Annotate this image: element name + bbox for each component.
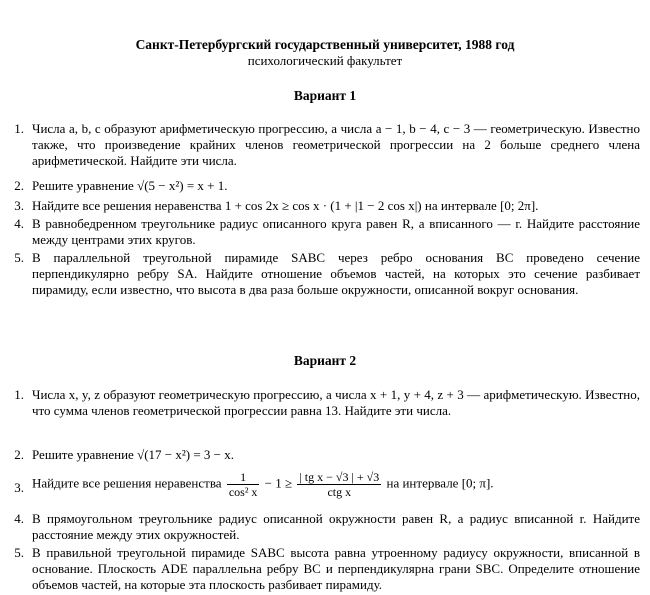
problem-text: Решите уравнение √(17 − x²) = 3 − x. — [32, 447, 235, 462]
problem-number: 5. — [14, 250, 24, 265]
variant2-heading: Вариант 2 — [293, 353, 357, 368]
variant1-heading: Вариант 1 — [293, 88, 357, 103]
problem-suffix: на интервале [0; π]. — [386, 475, 494, 491]
problem-number: 4. — [14, 511, 24, 526]
fraction-right: $\frac{\text{| tg x − √3 | + √3}}{\text{ctg x}}$ — [299, 470, 380, 499]
problem-number: 5. — [14, 545, 24, 560]
fraction-left: $\frac{1}{\text{cos² x}}$ — [228, 470, 258, 499]
problem-number: 2. — [14, 178, 24, 193]
inequality-middle: − 1 ≥ — [264, 475, 293, 491]
problem-text: В правильной треугольной пирамиде SABC высота равна утроенному радиусу окружности, вписанной в основание. Плоскость ADE параллельна ребру BC и перпендикулярна грани SBC. Определите отношение объемов частей, на которые эта плоскость разбивает пирамиду. — [32, 545, 640, 592]
problem-prefix: Найдите все решения неравенства — [32, 475, 222, 491]
problem-number: 4. — [14, 216, 24, 231]
page-subtitle: психологический факультет — [247, 53, 403, 68]
problem-text: Решите уравнение √(5 − x²) = x + 1. — [32, 178, 228, 193]
problem-text: Найдите все решения неравенства 1 + cos 2x ≥ cos x · (1 + |1 − 2 cos x|) на интервале [0; 2π]. — [32, 198, 539, 213]
problem-number: 3. — [14, 480, 24, 495]
page-title: Санкт-Петербургский государственный университет, 1988 год — [135, 37, 515, 52]
problem-text: В параллельной треугольной пирамиде SABC через ребро основания BC проведено сечение перпендикулярно ребру SA. Найдите отношение объемов частей, на которых это сечение разбивает пирамиду, если известно, что высота в два раза больше окружности, описанной вокруг основания. — [32, 250, 640, 297]
problem-text: Числа a, b, c образуют арифметическую прогрессию, а числа a − 1, b − 4, c − 3 — геометрическую. Известно также, что произведение крайних членов геометрической прогрессии на 2 больше среднего члена арифметической. Найдите эти числа. — [32, 121, 640, 168]
problem-number: 1. — [14, 121, 24, 136]
problem-number: 2. — [14, 447, 24, 462]
problem-text — [32, 470, 640, 499]
problem-text: В равнобедренном треугольнике радиус описанного круга равен R, а вписанного — r. Найдите расстояние между центрами этих кругов. — [32, 216, 640, 247]
problem-text: Числа x, y, z образуют геометрическую прогрессию, а числа x + 1, y + 4, z + 3 — арифметическую. Известно, что сумма членов геометрической прогрессии равна 13. Найдите эти числа. — [32, 387, 640, 418]
problem-text: В прямоугольном треугольнике радиус описанной окружности равен R, а радиус вписанной r. Найдите расстояние между этих окружностей. — [32, 511, 640, 542]
problem-number: 1. — [14, 387, 24, 402]
problem-number: 3. — [14, 198, 24, 213]
